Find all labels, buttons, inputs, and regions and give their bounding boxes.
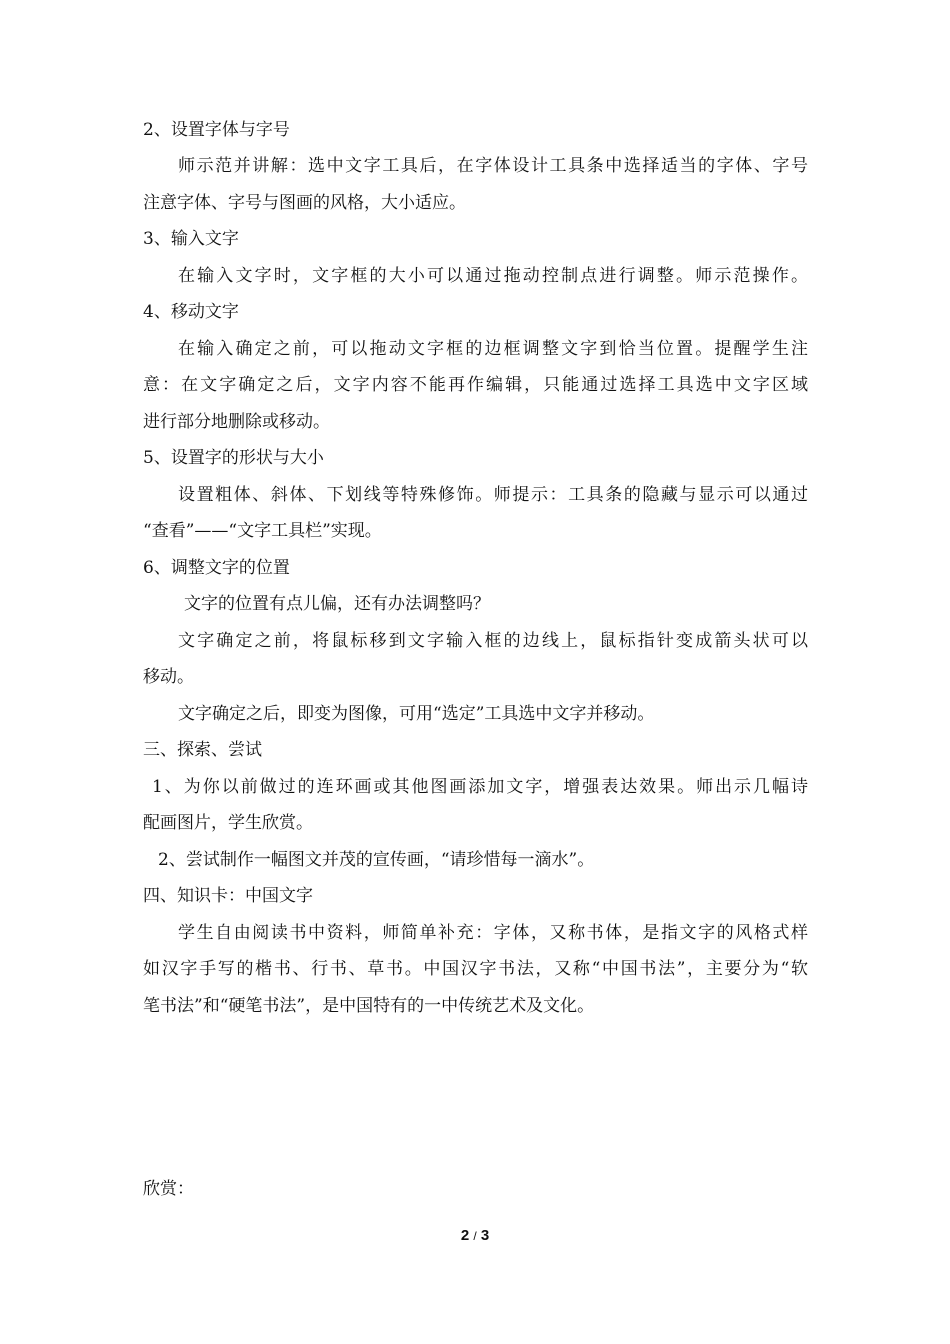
page-number bbox=[0, 1226, 950, 1246]
heading-knowledge-card: 四、知识卡：中国文字 bbox=[143, 886, 313, 906]
heading-input-text: 3、输入文字 bbox=[143, 229, 239, 249]
paragraph-line: 设置粗体、斜体、下划线等特殊修饰。师提示：工具条的隐藏与显示可以通过 bbox=[178, 485, 808, 505]
heading-move-text: 4、移动文字 bbox=[143, 302, 239, 322]
paragraph-line: 在输入确定之前，可以拖动文字框的边框调整文字到恰当位置。提醒学生注 bbox=[178, 339, 808, 359]
heading-explore-try: 三、探索、尝试 bbox=[143, 740, 262, 760]
paragraph-line: 文字的位置有点儿偏，还有办法调整吗？ bbox=[184, 594, 490, 614]
paragraph-line: 师示范并讲解：选中文字工具后，在字体设计工具条中选择适当的字体、字号 bbox=[178, 156, 808, 176]
paragraph-line: 注意字体、字号与图画的风格，大小适应。 bbox=[143, 193, 466, 213]
paragraph-line: 在输入文字时，文字框的大小可以通过拖动控制点进行调整。师示范操作。 bbox=[178, 266, 808, 286]
heading-shape-size: 5、设置字的形状与大小 bbox=[143, 448, 324, 468]
current-page: 2 bbox=[460, 1227, 470, 1244]
paragraph-line: 笔书法”和“硬笔书法”，是中国特有的一中传统艺术及文化。 bbox=[143, 996, 595, 1016]
paragraph-line: 学生自由阅读书中资料，师简单补充：字体，又称书体，是指文字的风格式样 bbox=[178, 923, 808, 943]
paragraph-line: 移动。 bbox=[143, 667, 194, 687]
paragraph-line: 如汉字手写的楷书、行书、草书。中国汉字书法，又称“中国书法”，主要分为“软 bbox=[143, 959, 808, 979]
paragraph-line: 1、为你以前做过的连环画或其他图画添加文字，增强表达效果。师出示几幅诗 bbox=[152, 777, 808, 797]
heading-adjust-position: 6、调整文字的位置 bbox=[143, 558, 290, 578]
paragraph-line: 配画图片，学生欣赏。 bbox=[143, 813, 313, 833]
total-pages: 3 bbox=[480, 1227, 490, 1244]
paragraph-line: 进行部分地删除或移动。 bbox=[143, 412, 330, 432]
paragraph-line: “查看”——“文字工具栏”实现。 bbox=[143, 521, 382, 541]
page-separator: / bbox=[473, 1229, 477, 1243]
heading-set-font: 2、设置字体与字号 bbox=[143, 120, 290, 140]
paragraph-line: 文字确定之后，即变为图像，可用“选定”工具选中文字并移动。 bbox=[178, 704, 655, 724]
paragraph-line: 2、尝试制作一幅图文并茂的宣传画，“请珍惜每一滴水”。 bbox=[158, 850, 595, 870]
heading-appreciate: 欣赏： bbox=[143, 1179, 194, 1199]
paragraph-line: 意：在文字确定之后，文字内容不能再作编辑，只能通过选择工具选中文字区域 bbox=[143, 375, 808, 395]
paragraph-line: 文字确定之前，将鼠标移到文字输入框的边线上，鼠标指针变成箭头状可以 bbox=[178, 631, 808, 651]
